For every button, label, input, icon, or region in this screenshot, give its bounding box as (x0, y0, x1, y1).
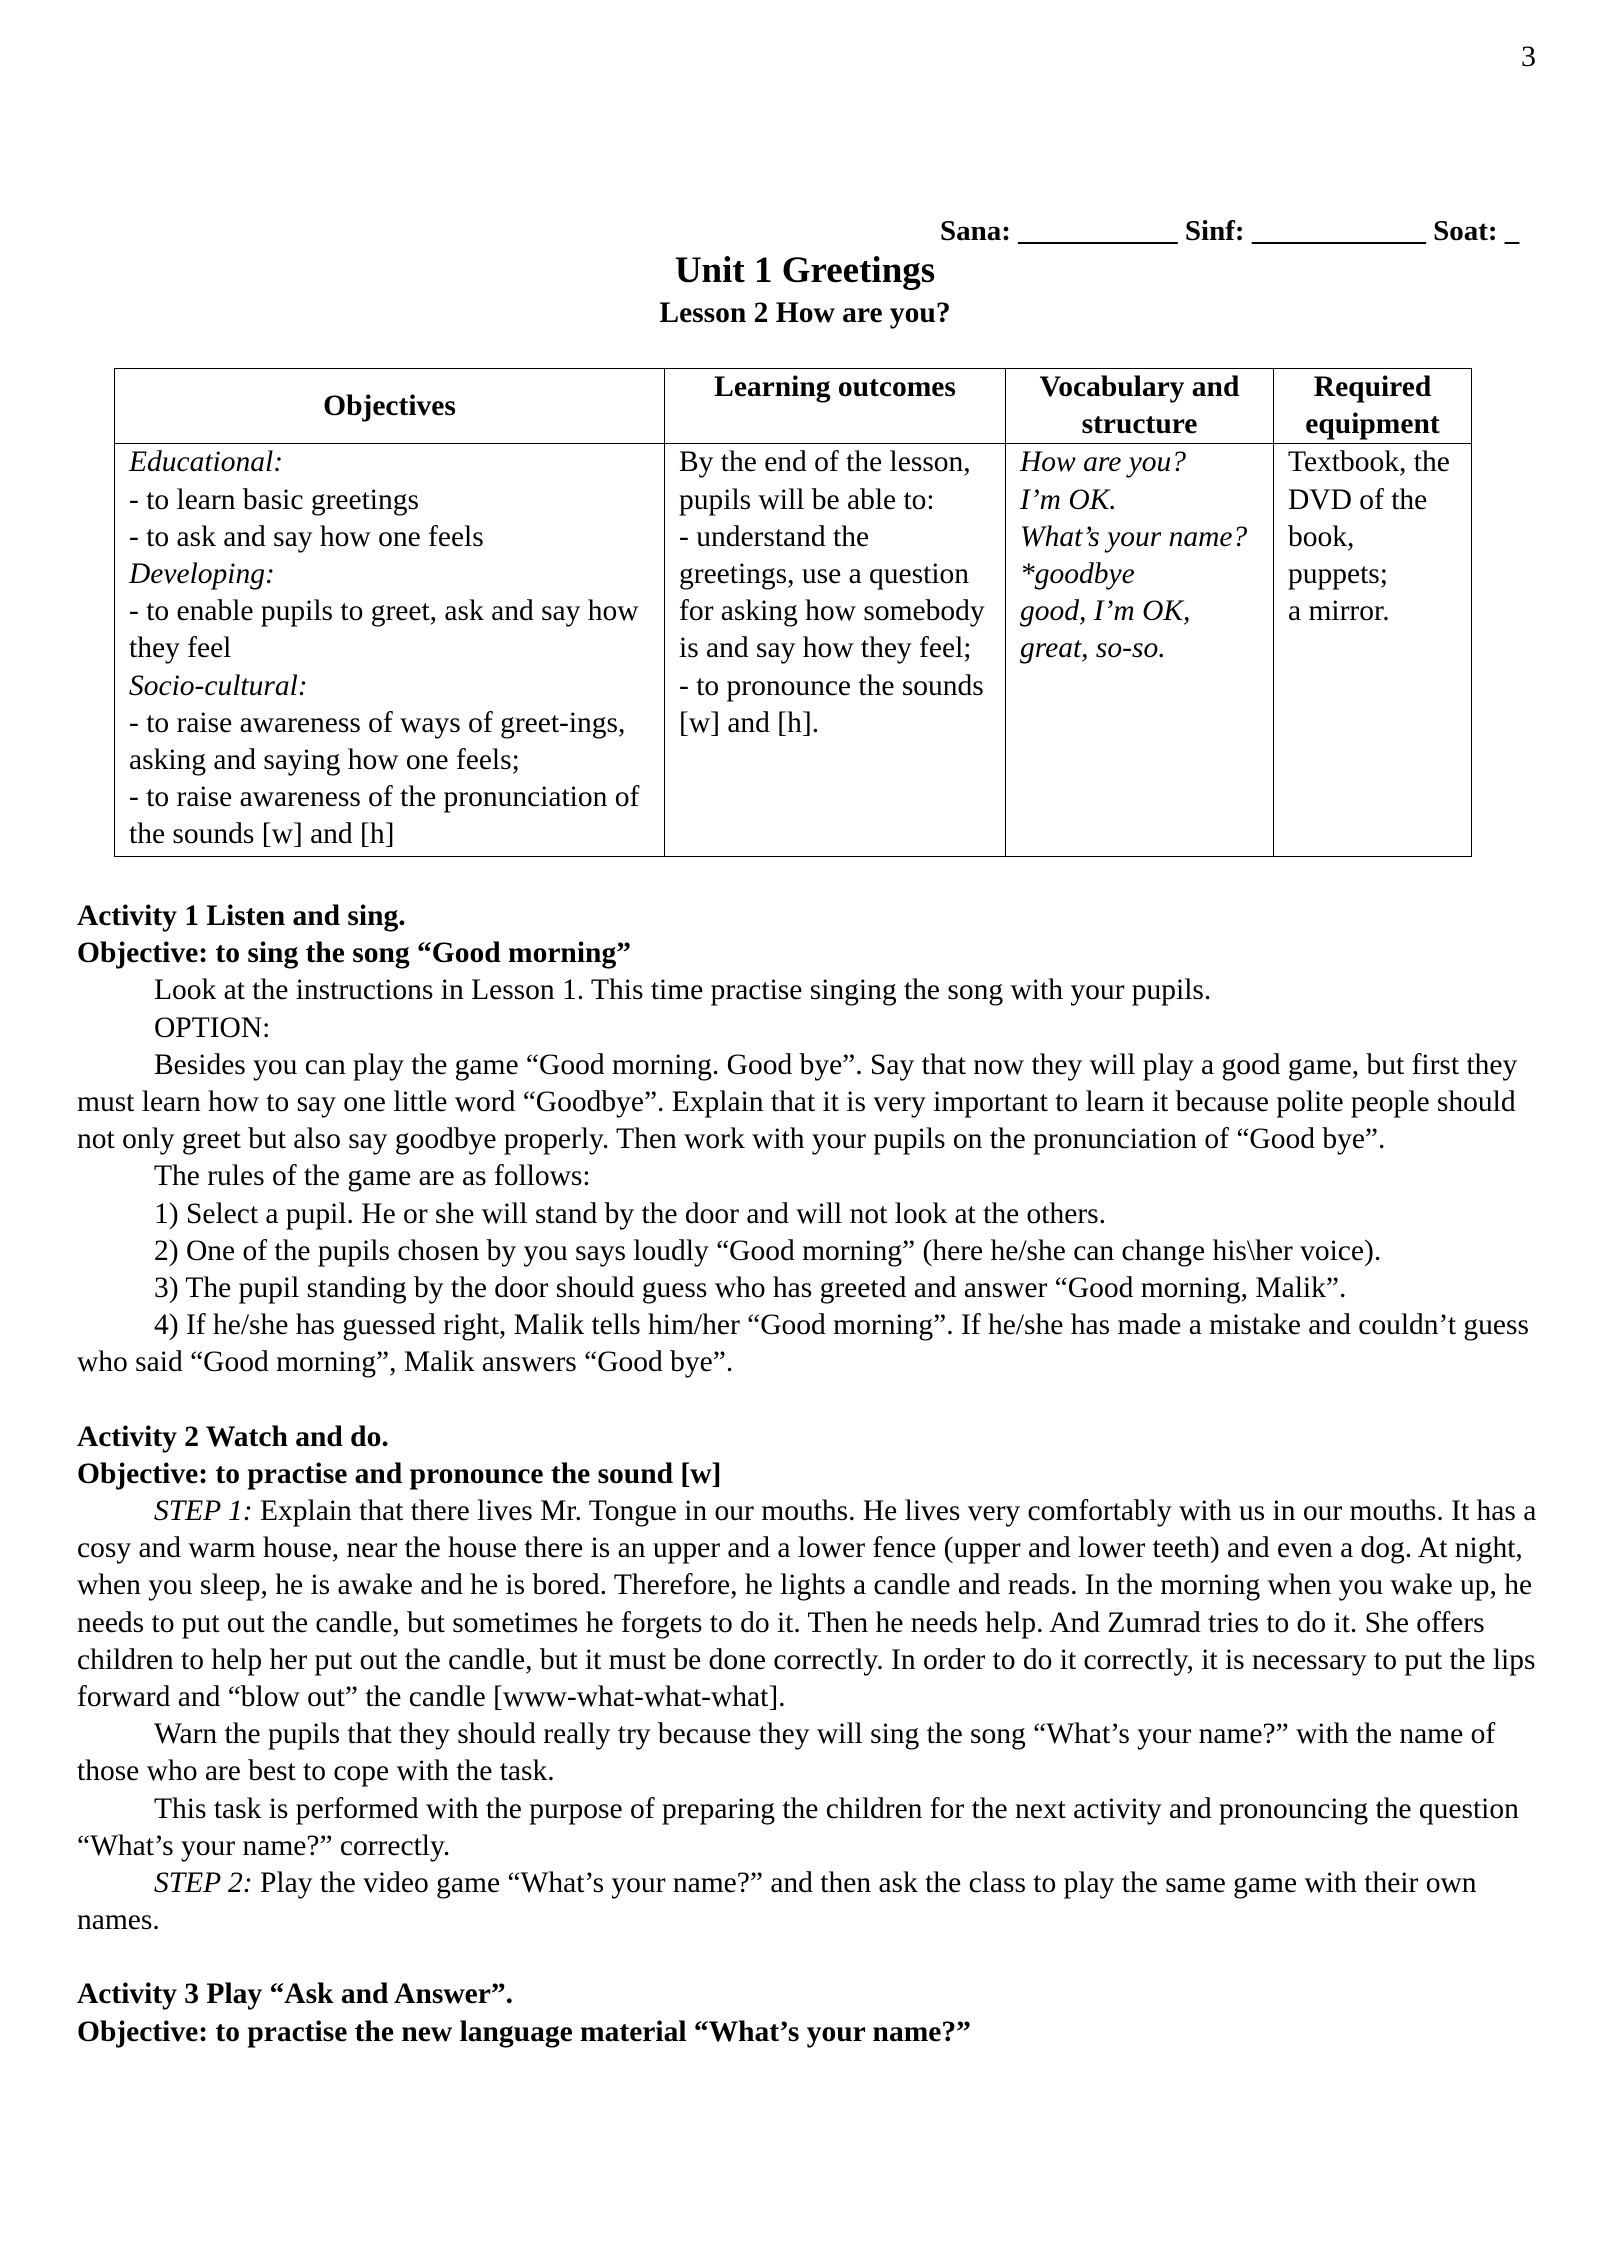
lesson-plan-table (114, 368, 1472, 857)
activity2-title: Activity 2 Watch and do. (77, 1420, 389, 1453)
activity1-rule: 1) Select a pupil. He or she will stand by the door and will not look at the others. (154, 1197, 1107, 1230)
activity1-rule: 4) If he/she has guessed right, Malik tells him/her “Good morning”. If he/she has made a mistake and couldn’t guess who said “Good morning”, Malik answers “Good bye”. (77, 1309, 1529, 1379)
activity2-step2 (77, 1865, 1547, 1939)
activity1-rule: 3) The pupil standing by the door should guess who has greeted and answer “Good morning, Malik”. (154, 1272, 1347, 1305)
header-vocabulary: Vocabulary and structure (1006, 369, 1274, 444)
activity1-option: OPTION: (154, 1011, 271, 1044)
activity1-paragraph: Look at the instructions in Lesson 1. This time practise singing the song with your pupils. (154, 974, 1212, 1007)
activity1-rules-intro: The rules of the game are as follows: (154, 1160, 591, 1193)
objective-line: - to ask and say how one feels (129, 520, 484, 553)
unit-title: Unit 1 Greetings (674, 250, 936, 291)
objective-line: Developing: (129, 558, 275, 591)
objective-line: - to learn basic greetings (129, 483, 419, 516)
vocabulary-cell: How are you? I’m OK. What’s your name? *goodbye good, I’m OK, great, so-so. (1006, 444, 1274, 857)
objective-line: - to raise awareness of the pronunciation of the sounds [w] and [h] (129, 781, 640, 851)
soat-label: Soat: (1433, 215, 1498, 247)
objectives-cell (115, 444, 665, 857)
header-equipment: Required equipment (1274, 369, 1472, 444)
activities-body (77, 898, 1547, 2051)
table-row (115, 444, 1472, 857)
activity3-title: Activity 3 Play “Ask and Answer”. (77, 1978, 513, 2011)
sana-blank: ___________ (1018, 215, 1178, 247)
section-spacer (77, 1939, 1547, 1976)
equipment-cell: Textbook, the DVD of the book, puppets; a mirror. (1274, 444, 1472, 857)
activity2-step1 (77, 1493, 1547, 1716)
sinf-blank: ____________ (1251, 215, 1426, 247)
step1-text: Explain that there lives Mr. Tongue in our mouths. He lives very comfortably with us in our mouths. It has a cosy and warm house, near the house there is an upper and a lower fence (upper and lower teeth) and even a dog. At night, when you sleep, he is awake and he is bored. Therefore, he lights a candle and reads. In the morning when you wake up, he needs to put out the candle, but sometimes he forgets to do it. Then he needs help. And Zumrad tries to do it. She offers children to help her put out the candle, but it must be done correctly. In order to do it correctly, it is necessary to put the lips forward and “blow out” the candle [www-what-what-what]. (77, 1495, 1537, 1714)
activity1-title: Activity 1 Listen and sing. (77, 900, 406, 932)
sana-label: Sana: (940, 215, 1011, 247)
lesson-header-fields (940, 213, 1540, 250)
objective-line: Socio-cultural: (129, 669, 308, 702)
activity1-objective: Objective: to sing the song “Good morning” (77, 937, 631, 970)
table-header-row (115, 369, 1472, 444)
activity2-paragraph: This task is performed with the purpose of preparing the children for the next activity and pronouncing the question “What’s your name?” correctly. (77, 1792, 1519, 1862)
activity2-objective: Objective: to practise and pronounce the sound [w] (77, 1457, 722, 1490)
activity3-objective: Objective: to practise the new language material “What’s your name?” (77, 2015, 971, 2048)
soat-blank: _ (1504, 215, 1520, 247)
activity1-rule: 2) One of the pupils chosen by you says loudly “Good morning” (here he/she can change his\her voice). (154, 1234, 1382, 1267)
page-number: 3 (1521, 40, 1536, 73)
header-objectives: Objectives (115, 369, 665, 444)
lesson-title: Lesson 2 How are you? (659, 297, 951, 329)
objective-line: - to raise awareness of ways of greet-ings, asking and saying how one feels; (129, 706, 626, 777)
activity1-paragraph: Besides you can play the game “Good morning. Good bye”. Say that now they will play a good game, but first they must learn how to say one little word “Goodbye”. Explain that it is very important to learn it because polite people should not only greet but also say goodbye properly. Then work with your pupils on the pronunciation of “Good bye”. (77, 1048, 1518, 1156)
objective-line: - to enable pupils to greet, ask and say how they feel (129, 595, 639, 665)
step1-label: STEP 1: (154, 1495, 253, 1528)
objective-line: Educational: (129, 446, 284, 479)
section-spacer (77, 1382, 1547, 1419)
header-learning-outcomes: Learning outcomes (665, 369, 1006, 444)
learning-outcomes-cell: By the end of the lesson, pupils will be able to: - understand the greetings, use a question for asking how somebody is and say how they feel; - to pronounce the sounds [w] and [h]. (665, 444, 1006, 857)
step2-text: Play the video game “What’s your name?” and then ask the class to play the same game with their own names. (77, 1867, 1477, 1937)
step2-label: STEP 2: (154, 1867, 253, 1900)
activity2-paragraph: Warn the pupils that they should really try because they will sing the song “What’s your name?” with the name of those who are best to cope with the task. (77, 1718, 1496, 1788)
sinf-label: Sinf: (1184, 215, 1245, 247)
